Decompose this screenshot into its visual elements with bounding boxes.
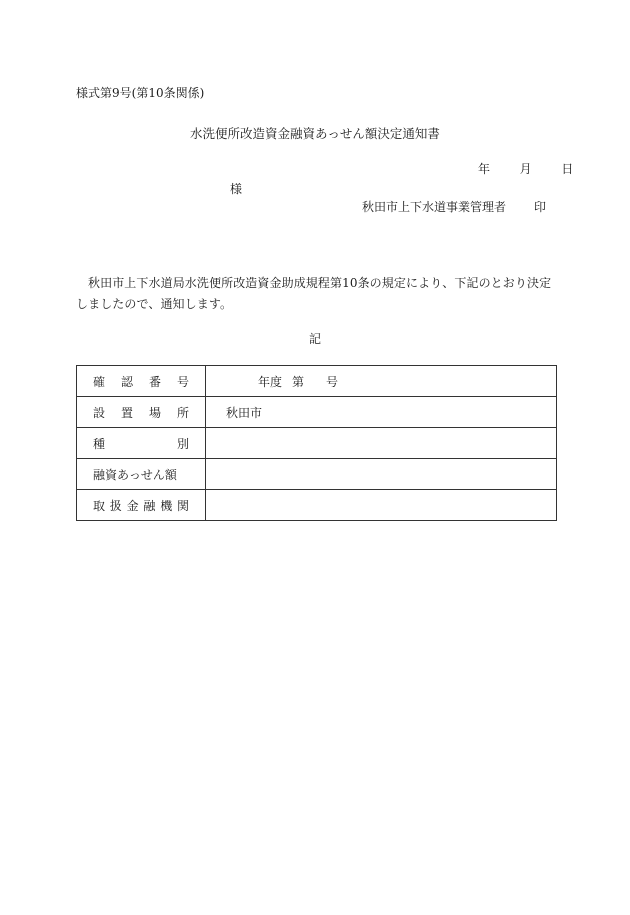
- label-char: 置: [120, 405, 133, 420]
- label-char: 扱: [109, 498, 122, 513]
- label-char: 番: [148, 374, 161, 389]
- label-confirmation-number: [77, 366, 206, 397]
- document-title: 水洗便所改造資金融資あっせん額決定通知書: [190, 126, 440, 141]
- table-row-loan-amount: [77, 459, 557, 490]
- form-number: 様式第9号(第10条関係): [76, 86, 205, 100]
- table-row-confirmation-number: [77, 366, 557, 397]
- label-char: 種: [93, 436, 106, 451]
- value-text: 秋田市: [226, 405, 263, 420]
- value-financial-institution: [206, 490, 557, 521]
- date-day-label: 日: [561, 162, 574, 176]
- issuer-name: 秋田市上下水道事業管理者: [362, 200, 507, 214]
- label-financial-institution: [77, 490, 206, 521]
- label-char: 認: [120, 374, 133, 389]
- label-char: 場: [148, 405, 161, 420]
- date-line: [478, 160, 573, 177]
- label-loan-amount: [77, 459, 206, 490]
- label-char: 所: [176, 405, 189, 420]
- recipient-honorific: 様: [230, 182, 243, 196]
- ki-heading: 記: [308, 332, 321, 346]
- table-row-installation-location: [77, 397, 557, 428]
- label-char: 設: [93, 405, 106, 420]
- label-char: 金: [126, 498, 139, 513]
- label-char: 号: [176, 374, 189, 389]
- value-loan-amount: [206, 459, 557, 490]
- label-char: 別: [176, 436, 189, 451]
- value-part-go: 号: [326, 374, 339, 389]
- label-type: [77, 428, 206, 459]
- date-year-label: 年: [478, 162, 491, 176]
- value-part-nendo: 年度: [258, 374, 283, 389]
- label-text: 融資あっせん額: [93, 467, 177, 482]
- label-char: 関: [176, 498, 189, 513]
- value-part-dai: 第: [292, 374, 305, 389]
- value-type: [206, 428, 557, 459]
- label-char: 確: [93, 374, 106, 389]
- date-month-label: 月: [519, 162, 532, 176]
- issuer-line: [362, 198, 546, 215]
- body-paragraph: 秋田市上下水道局水洗便所改造資金助成規程第10条の規定により、下記のとおり決定しましたので、通知します。: [76, 276, 552, 311]
- table-row-type: [77, 428, 557, 459]
- label-char: 機: [160, 498, 173, 513]
- seal-mark: 印: [534, 200, 547, 214]
- label-char: 取: [93, 498, 106, 513]
- value-installation-location: [206, 397, 557, 428]
- label-char: 融: [143, 498, 156, 513]
- table-row-financial-institution: [77, 490, 557, 521]
- label-installation-location: [77, 397, 206, 428]
- value-confirmation-number: [206, 366, 557, 397]
- info-table: [76, 365, 557, 521]
